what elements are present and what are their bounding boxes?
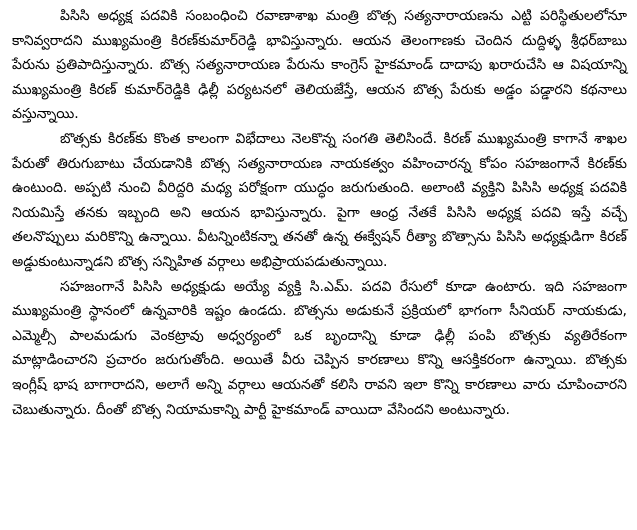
article-paragraph-3: సహజంగానే పిసిసి అధ్యక్షుడు అయ్యే వ్యక్తి సి.ఎమ్. పదవి రేసులో కూడా ఉంటారు. ఇది సహజంగా ముఖ్యమంత్రి స్థానంలో ఉన్నవారికి ఇష్టం ఉండదు. బొత్సను అడుకునే ప్రక్రియలో భాగంగా సీనియర్ నాయకుడు, ఎమ్మెల్సీ పాలమడుగు వెంకట్రావు అధ్వర్యంలో ఒక బృందాన్ని కూడా ఢిల్లీ పంపి బొత్సకు వ్యతిరేకంగా మాట్లాడించారని ప్రచారం జరుగుతోంది. అయితే వీరు చెప్పిన కారణాలు కొన్ని ఆసక్తికరంగా ఉన్నాయి. బొత్సకు ఇంగ్లీష్ భాష బాగారాదని, అలాగే అన్ని వర్గాలు ఆయనతో కలిసి రావని ఇలా కొన్ని కారణాలు వారు చూపించారని చెబుతున్నారు. దీంతో బొత్స నియామకాన్ని పార్టీ హైకమాండ్ వాయిదా వేసిందని అంటున్నారు. [12,278,627,418]
article-paragraph-2: బొత్సకు కిరణ్‌కు కొంత కాలంగా విభేదాలు నెలకొన్న సంగతి తెలిసిందే. కిరణ్ ముఖ్యమంత్రి కాగానే శాఖల పేరుతో తిరుగుబాటు చేయడానికి బొత్స సత్యనారాయణ నాయకత్వం వహించారన్న కోపం సహజంగానే కిరణ్‌కు ఉంటుంది. అప్పటి నుంచి వీరిద్దరి మధ్య పరోక్షంగా యుద్ధం జరుగుతుంది. అలాంటి వ్యక్తిని పిసిసి అధ్యక్ష పదవికి నియమిస్తే తనకు ఇబ్బంది అని ఆయన భావిస్తున్నారు. పైగా ఆంధ్ర నేతకే పిసిసి అధ్యక్ష పదవి ఇస్తే వచ్చే తలనొప్పులు మరికొన్ని ఉన్నాయి. వీటన్నింటికన్నా తనతో ఉన్న ఈక్వేషన్ రీత్యా బొత్సాను పిసిసి అధ్యక్షుడిగా కిరణ్ అడ్డుకుంటున్నాడని బొత్స సన్నిహిత వర్గాలు అభిప్రాయపడుతున్నాయి. [12,130,627,270]
article-paragraph-1: పిసిసి అధ్యక్ష పదవికి సంబంధించి రవాణాశాఖ మంత్రి బొత్స సత్యనారాయణను ఎట్టి పరిస్థితులలోనూ కానివ్వరాదని ముఖ్యమంత్రి కిరణ్‌కుమార్‌రెడ్డి భావిస్తున్నారు. ఆయన తెలంగాణకు చెందిన దుద్దిళ్ళ శ్రీధర్‌బాబు పేరును ప్రతిపాదిస్తున్నారు. బొత్స సత్యనారాయణ పేరును కాంగ్రెస్ హైకమాండ్ దాదాపు ఖరారుచేసి ఆ విషయాన్ని ముఖ్యమంత్రి కిరణ్ కుమార్‌రెడ్డికి ఢిల్లీ పర్యటనలో తెలియజేస్తే, ఆయన బొత్స పేరుకు అడ్డం పడ్డారని కథనాలు వస్తున్నాయి. [12,8,627,123]
